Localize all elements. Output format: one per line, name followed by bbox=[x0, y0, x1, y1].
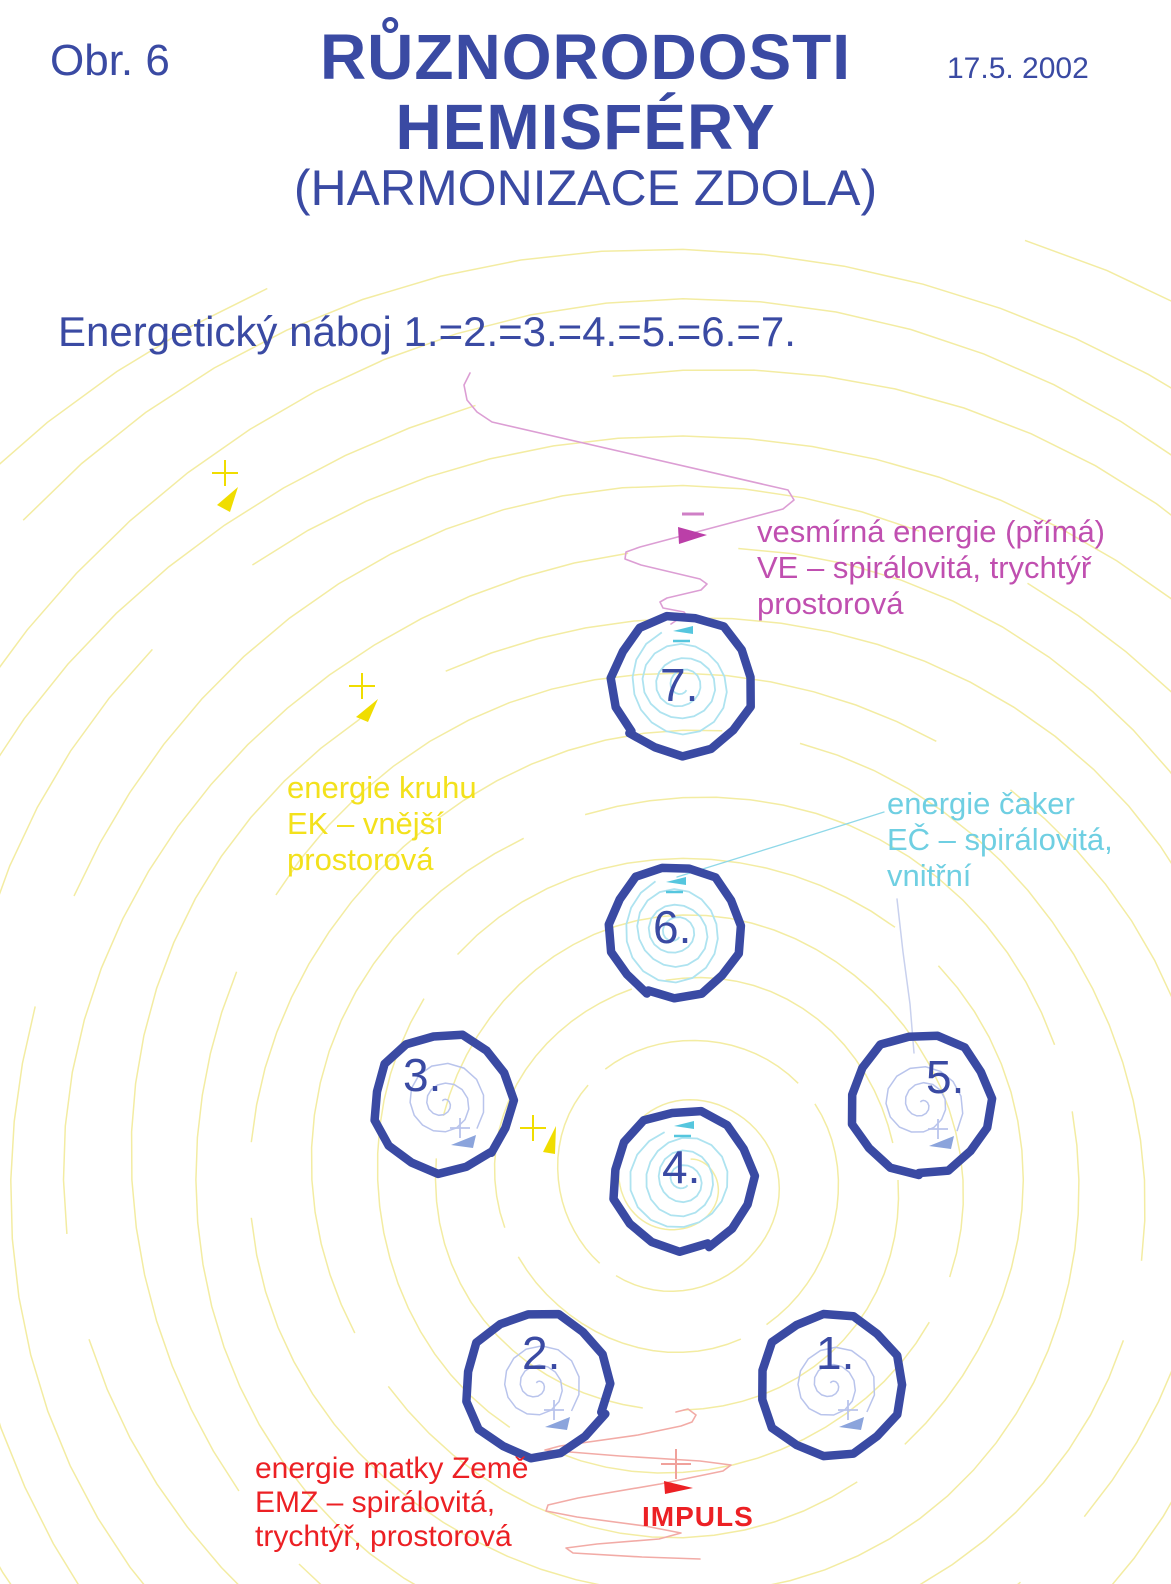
ek-plus-mark bbox=[520, 1115, 546, 1141]
legend-chakra-line3: vnitřní bbox=[887, 858, 972, 893]
page-title-line1: RŮZNORODOSTI bbox=[319, 21, 852, 93]
chakra-plus-mark bbox=[544, 1400, 564, 1420]
legend-earth-energy bbox=[255, 1452, 528, 1554]
chakra-spiral-arrow-icon bbox=[451, 1135, 476, 1148]
legend-earth-line1: energie matky Země bbox=[255, 1452, 529, 1485]
node-number: 7. bbox=[660, 659, 699, 711]
legend-chakra-line2: EČ – spirálovitá, bbox=[887, 822, 1113, 857]
node-number: 6. bbox=[653, 901, 692, 953]
node-number: 1. bbox=[816, 1327, 855, 1379]
chakra-spiral-arrow-icon bbox=[545, 1417, 570, 1430]
figure-label: Obr. 6 bbox=[50, 36, 170, 85]
chakra-node-ring bbox=[852, 1036, 992, 1175]
legend-circle-line2: EK – vnější bbox=[287, 806, 444, 841]
impuls-label: IMPULS bbox=[642, 1501, 754, 1532]
legend-chakra-line1: energie čaker bbox=[887, 786, 1075, 821]
legend-cosmic-line2: VE – spirálovitá, trychtýř bbox=[757, 550, 1092, 585]
legend-earth-line3: trychtýř, prostorová bbox=[255, 1520, 512, 1553]
chakra-spiral-arrow-icon bbox=[674, 1121, 694, 1129]
node-number: 5. bbox=[926, 1051, 965, 1103]
chakra-node-ring bbox=[375, 1035, 514, 1174]
chakra-plus-mark bbox=[928, 1119, 948, 1139]
legend-circle-line1: energie kruhu bbox=[287, 770, 477, 805]
page-subtitle: (HARMONIZACE ZDOLA) bbox=[293, 160, 878, 216]
chakra-spiral-arrow-icon bbox=[666, 877, 686, 885]
impuls-arrow-icon bbox=[664, 1481, 693, 1494]
date-label: 17.5. 2002 bbox=[947, 52, 1089, 85]
node-number: 2. bbox=[522, 1327, 561, 1379]
page-title-line2: HEMISFÉRY bbox=[395, 91, 776, 163]
legend-earth-line2: EMZ – spirálovitá, bbox=[255, 1486, 496, 1519]
chakra-spiral-arrow-icon bbox=[673, 626, 693, 634]
chakra-spiral-arrow-icon bbox=[839, 1417, 864, 1430]
ek-outer-spiral bbox=[0, 240, 1171, 1584]
chakra-spiral-arrow-icon bbox=[929, 1136, 954, 1149]
legend-cosmic-line1: vesmírná energie (přímá) bbox=[757, 514, 1106, 549]
ek-direction-arrow-icon bbox=[356, 699, 378, 722]
chakra-label-leader-line bbox=[677, 812, 884, 877]
legend-circle-energy bbox=[287, 770, 477, 878]
chakra-node5-leader-line bbox=[897, 899, 914, 1053]
ek-direction-arrow-icon bbox=[543, 1126, 556, 1154]
ve-funnel-line bbox=[464, 373, 794, 624]
ek-plus-mark bbox=[349, 673, 375, 699]
legend-cosmic-energy bbox=[757, 514, 1105, 622]
ek-plus-mark bbox=[212, 460, 238, 486]
legend-chakra-energy bbox=[887, 786, 1113, 894]
legend-cosmic-line3: prostorová bbox=[757, 586, 904, 621]
ek-direction-arrow-icon bbox=[217, 487, 238, 512]
legend-circle-line3: prostorová bbox=[287, 842, 434, 877]
chakra-plus-mark bbox=[450, 1118, 470, 1138]
emz-plus-mark bbox=[661, 1449, 691, 1479]
energy-equation: Energetický náboj 1.=2.=3.=4.=5.=6.=7. bbox=[58, 308, 796, 355]
node-number: 4. bbox=[662, 1141, 701, 1193]
node-number: 3. bbox=[403, 1049, 442, 1101]
